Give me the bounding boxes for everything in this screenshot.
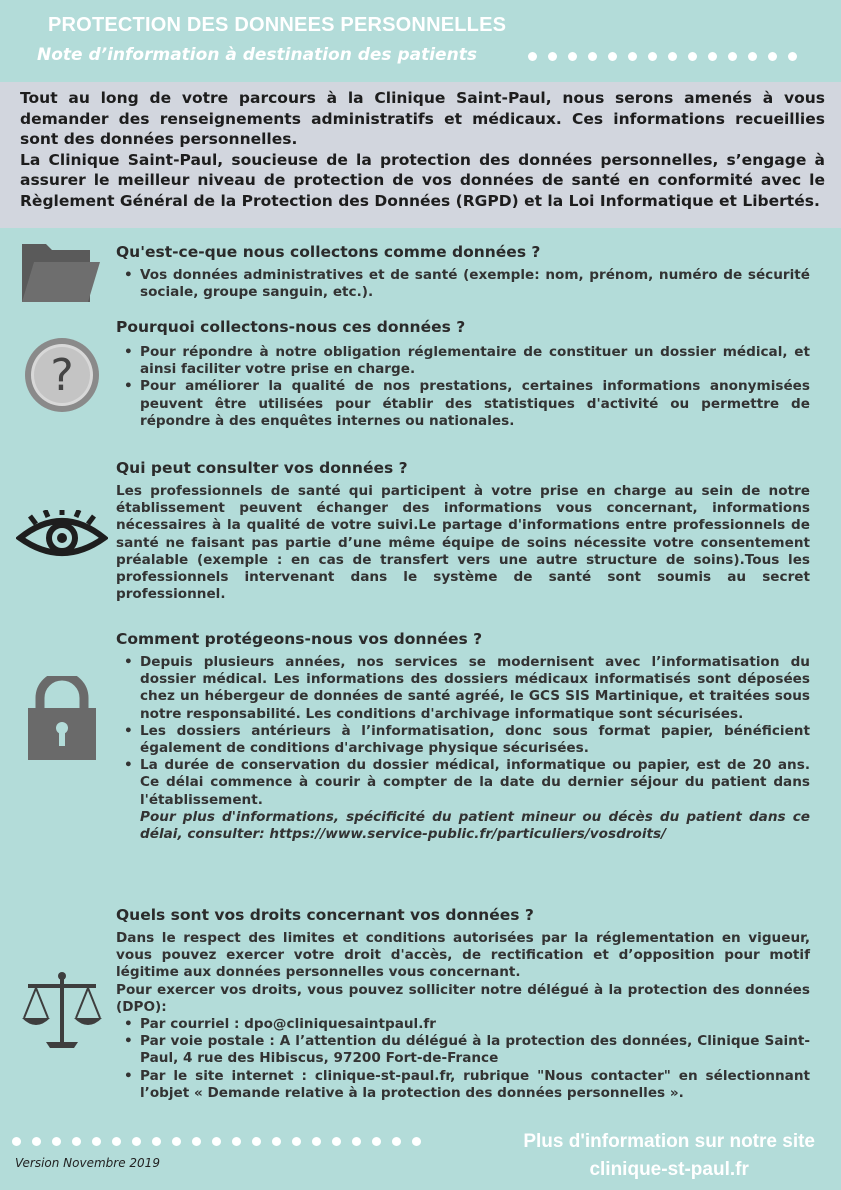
folder-icon: [18, 240, 102, 306]
header-dots: [528, 52, 797, 61]
page-title: PROTECTION DES DONNEES PERSONNELLES: [48, 14, 507, 36]
list-item: • Depuis plusieurs années, nos services se modernisent avec l’informatisation du dossier médical. Les informations des dossiers médicaux informatisés sont déposées chez un hébergeur de données de santé agréé, le GCS SIS Martinique, et traitées sous notre responsabilité. Les conditions d'archivage informatique sont sécurisées.: [140, 654, 810, 723]
list-item: • Par courriel : dpo@cliniquesaintpaul.fr: [140, 1016, 810, 1033]
info-note: Pour plus d'informations, spécificité du patient mineur ou décès du patient dans ce délai, consulter: https://www.service-public.fr/particuliers/vosdroits/: [140, 808, 810, 843]
section-protect: [116, 630, 810, 843]
intro-paragraph-2: La Clinique Saint-Paul, soucieuse de la protection des données personnelles, s’engage à assurer le meilleur niveau de protection de vos données de santé en conformité avec le Règlement Général de la Protection des Données (RGPD) et la Loi Informatique et Libertés.: [20, 150, 825, 210]
list-item: • Pour améliorer la qualité de nos prestations, certaines informations anonymisées peuvent être utilisées pour établir des statistiques d'activité ou permettre de répondre à des enquêtes internes ou nationales.: [140, 378, 810, 430]
section-title: Comment protégeons-nous vos données ?: [116, 630, 483, 648]
list-item: • Pour répondre à notre obligation réglementaire de constituer un dossier médical, et ainsi faciliter votre prise en charge.: [140, 344, 810, 378]
intro-paragraph-1: Tout au long de votre parcours à la Clinique Saint-Paul, nous serons amenés à vous demander des renseignements administratifs et médicaux. Ces informations recueillies sont des données personnelles.: [20, 89, 825, 148]
section-text: Les professionnels de santé qui participent à votre prise en charge au sein de notre établissement peuvent échanger des informations vous concernant, informations nécessaires à la qualité de votre suivi.Le partage d'informations entre professionnels de santé ne faisant pas partie d’une même équipe de soins nécessite votre consentement préalable (exemple : en cas de transfert vers une autre structure de soins).Tous les professionnels intervenant dans le système de santé sont soumis au secret professionnel.: [116, 483, 810, 603]
scales-icon: [20, 970, 104, 1052]
section-title: Qui peut consulter vos données ?: [116, 459, 408, 477]
section-why: [116, 318, 810, 430]
section-collect: [116, 243, 810, 301]
page-subtitle: Note d’information à destination des patients: [37, 45, 477, 65]
section-text: Dans le respect des limites et conditions autorisées par la réglementation en vigueur, vous pouvez exercer votre droit d'accès, de rectification et d’opposition pour motif légitime aux données personnelles vous concernant.: [116, 930, 810, 981]
eye-icon: [16, 510, 108, 560]
list-item: • La durée de conservation du dossier médical, informatique ou papier, est de 20 ans. Ce délai commence à courir à compter de la date du dernier séjour du patient dans l'établissement.: [140, 757, 810, 809]
list-item: • Les dossiers antérieurs à l’informatisation, donc sous format papier, bénéficient également de conditions d'archivage physique sécurisées.: [140, 723, 810, 757]
list-item: • Par voie postale : A l’attention du délégué à la protection des données, Clinique Saint-Paul, 4 rue des Hibiscus, 97200 Fort-de-France: [140, 1033, 810, 1067]
question-icon: [22, 335, 102, 415]
section-who: [116, 459, 810, 603]
footer-dots: [12, 1137, 421, 1146]
list-item: • Vos données administratives et de santé (exemple: nom, prénom, numéro de sécurité sociale, groupe sanguin, etc.).: [140, 267, 810, 301]
version-label: Version Novembre 2019: [15, 1156, 160, 1170]
footer-link[interactable]: clinique-st-paul.fr: [589, 1159, 749, 1180]
lock-icon: [26, 676, 98, 762]
svg-text:?: ?: [50, 350, 74, 401]
section-text: Pour exercer vos droits, vous pouvez solliciter notre délégué à la protection des données (DPO):: [116, 981, 810, 1015]
intro-box: [0, 82, 841, 228]
section-title: Qu'est-ce-que nous collectons comme données ?: [116, 243, 541, 261]
list-item: • Par le site internet : clinique-st-paul.fr, rubrique "Nous contacter" en sélectionnant l’objet « Demande relative à la protection des données personnelles ».: [140, 1068, 810, 1102]
header: [0, 0, 841, 80]
section-title: Pourquoi collectons-nous ces données ?: [116, 318, 466, 336]
footer-line-1: Plus d'information sur notre site: [523, 1131, 815, 1152]
section-title: Quels sont vos droits concernant vos données ?: [116, 906, 534, 924]
footer-website: [523, 1128, 815, 1184]
section-rights: [116, 906, 810, 1102]
